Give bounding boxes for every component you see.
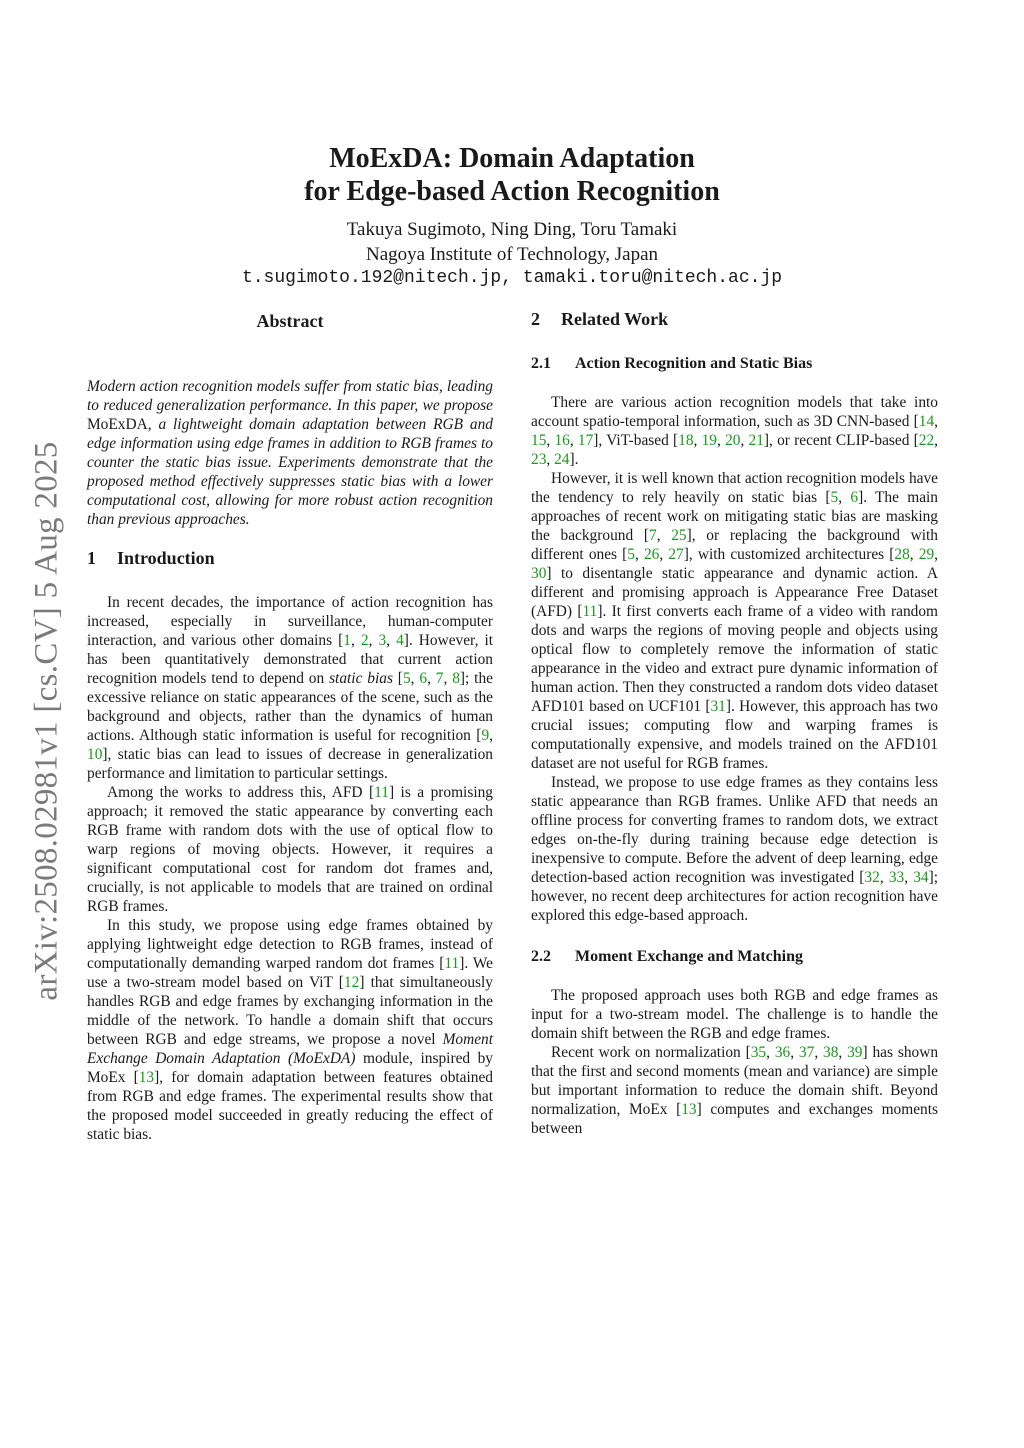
- citation-link[interactable]: 33: [888, 869, 905, 886]
- paragraph-text: ,: [410, 670, 420, 687]
- citation-link[interactable]: 9: [481, 727, 490, 744]
- citation-link[interactable]: 28: [894, 546, 910, 563]
- section-number: 2: [531, 309, 540, 329]
- citation-link[interactable]: 20: [725, 432, 741, 449]
- paragraph-text: ,: [909, 546, 919, 563]
- paragraph-text: ,: [879, 869, 889, 886]
- paragraph-text: There are various action recognition models that take into account spatio-temporal information, such as 3D CNN-based [: [531, 394, 938, 430]
- citation-link[interactable]: 17: [577, 432, 594, 449]
- citation-link[interactable]: 8: [452, 670, 460, 687]
- paragraph-text: ,: [717, 432, 726, 449]
- paragraph-text: ]. It first converts each frame of a video with random dots and warps the regions of moving people and objects using optical flow to completely remove the information of static appearance in the video and extract pure dynamic information of human action. Then they constructed a random dots video dataset AFD101 based on UCF101 [: [531, 603, 939, 715]
- paragraph-text: ] to disentangle static appearance and dynamic action. A different and promising approach is Appearance Free Dataset (AFD) [: [531, 565, 938, 620]
- abstract-part-2: , a lightweight domain adaptation between RGB and edge information using edge frames in addition to RGB frames to counter the static bias issue. Experiments demonstrate that the proposed method effectively suppresses static bias with a lower computational cost, allowing for more robust action recognition than previous approaches.: [87, 416, 493, 528]
- citation-link[interactable]: 23: [531, 451, 547, 468]
- title-line-2: for Edge-based Action Recognition: [304, 176, 720, 207]
- paragraph-text: ]. The main approaches of recent work on mitigating static bias are masking the background [: [531, 489, 939, 544]
- paragraph-text: ], or replacing the background with different ones [: [531, 527, 938, 563]
- citation-link[interactable]: 13: [681, 1101, 697, 1118]
- citation-link[interactable]: 7: [435, 670, 444, 687]
- paragraph-text: ,: [766, 1044, 775, 1061]
- citation-link[interactable]: 16: [554, 432, 570, 449]
- abstract-part-1: Modern action recognition models suffer from static bias, leading to reduced generalization performance. In this paper, we propose: [87, 378, 493, 414]
- citation-link[interactable]: 5: [627, 546, 635, 563]
- paragraph-text: ,: [443, 670, 453, 687]
- paragraph-text: ,: [814, 1044, 824, 1061]
- citation-link[interactable]: 19: [701, 432, 717, 449]
- paragraph-text: ]. We use a two-stream model based on ViT [: [87, 955, 494, 991]
- paragraph-text: ,: [838, 489, 851, 506]
- paragraph-text: ] computes and exchanges moments between: [531, 1101, 938, 1137]
- paragraph-text: ,: [427, 670, 436, 687]
- section-number: 1: [87, 548, 96, 568]
- paragraph-text: module, inspired by MoEx [: [87, 1050, 494, 1086]
- paragraph-text: ,: [740, 432, 749, 449]
- intro-paragraph-3: [87, 916, 493, 1144]
- intro-paragraph-1: [87, 593, 493, 783]
- paragraph-text: ]; however, no recent deep architectures for action recognition have explored this edge-based approach.: [531, 869, 938, 924]
- citation-link[interactable]: 6: [419, 670, 428, 687]
- citation-link[interactable]: 27: [668, 546, 684, 563]
- section-introduction-heading: [87, 549, 493, 568]
- arxiv-stamp-text: arXiv:2508.02981v1 [cs.CV] 5 Aug 2025: [28, 441, 65, 1001]
- citation-link[interactable]: 22: [918, 432, 935, 449]
- subsection-title: Moment Exchange and Matching: [575, 948, 803, 965]
- paragraph-text: ,: [934, 546, 939, 563]
- citation-link[interactable]: 30: [531, 565, 547, 582]
- right-column: [531, 310, 938, 1138]
- subsection-title: Action Recognition and Static Bias: [575, 355, 813, 372]
- citation-link[interactable]: 7: [648, 527, 657, 544]
- paragraph-text: ,: [656, 527, 672, 544]
- paragraph-text: ] has shown that the first and second moments (mean and variance) are simple but important information to reduce the domain shift. Beyond normalization, MoEx [: [531, 1044, 939, 1118]
- citation-link[interactable]: 5: [830, 489, 839, 506]
- section-title: Related Work: [561, 309, 669, 329]
- paragraph-text: ,: [635, 546, 644, 563]
- related-paragraph-2: [531, 469, 938, 773]
- emphasized-text: Moment Exchange Domain Adaptation (MoExDA): [87, 1031, 493, 1067]
- subsection-number: 2.2: [531, 948, 551, 965]
- paper-header: [0, 142, 1024, 290]
- citation-link[interactable]: 38: [823, 1044, 839, 1061]
- citation-link[interactable]: 18: [678, 432, 694, 449]
- paragraph-text: ,: [368, 632, 379, 649]
- citation-link[interactable]: 3: [378, 632, 387, 649]
- paragraph-text: ,: [386, 632, 397, 649]
- subsection-moment-heading: [531, 947, 938, 966]
- citation-link[interactable]: 37: [798, 1044, 815, 1061]
- title-line-1: MoExDA: Domain Adaptation: [329, 143, 695, 174]
- emphasized-text: static bias: [329, 670, 393, 687]
- citation-link[interactable]: 6: [850, 489, 859, 506]
- affiliation: Nagoya Institute of Technology, Japan: [365, 244, 659, 265]
- intro-paragraph-2: [87, 783, 493, 916]
- paragraph-text: ,: [934, 413, 938, 430]
- citation-link[interactable]: 21: [748, 432, 764, 449]
- citation-link[interactable]: 11: [374, 784, 389, 801]
- citation-link[interactable]: 25: [671, 527, 687, 544]
- related-paragraph-3: [531, 773, 938, 925]
- abstract-heading: Abstract: [256, 311, 324, 331]
- paragraph-text: Recent work on normalization [: [551, 1044, 751, 1061]
- paragraph-text: ].: [569, 451, 579, 468]
- authors: Takuya Sugimoto, Ning Ding, Toru Tamaki: [346, 219, 678, 240]
- citation-link[interactable]: 13: [138, 1069, 155, 1086]
- paragraph-text: ]; the excessive reliance on static appearances of the scene, such as the background and objects, rather than the dynamics of human actions. Although static information is useful for recognition [: [87, 670, 493, 744]
- citation-link[interactable]: 10: [87, 746, 103, 763]
- emails: t.sugimoto.192@nitech.jp, tamaki.toru@nitech.ac.jp: [241, 268, 783, 288]
- paragraph-text: ,: [546, 451, 555, 468]
- paragraph-text: Instead, we propose to use edge frames as they contains less static appearance than RGB frames. Unlike AFD that needs an offline process for converting frames to random dots, we extract edges on-the-fly during training because edge detection is inexpensive to compute. Before the advent of deep learning, edge detection-based action recognition was investigated [: [531, 774, 938, 886]
- citation-link[interactable]: 26: [643, 546, 660, 563]
- paragraph-text: ,: [790, 1044, 799, 1061]
- citation-link[interactable]: 35: [750, 1044, 767, 1061]
- citation-link[interactable]: 5: [402, 670, 411, 687]
- paper-title: [0, 142, 1024, 208]
- section-title: Introduction: [117, 548, 215, 568]
- paragraph-text: ,: [659, 546, 669, 563]
- paragraph-text: ], for domain adaptation between features obtained from RGB and edge frames. The experimental results show that the proposed model succeeded in greatly reducing the effect of static bias.: [87, 1069, 494, 1143]
- subsection-number: 2.1: [531, 355, 551, 372]
- paragraph-text: ] is a promising approach; it removed the static appearance by converting each RGB frame with random dots with the use of optical flow to warp regions of moving objects. However, it requires a significant computational cost for random dot frames and, crucially, is not applicable to models that are trained on ordinal RGB frames.: [87, 784, 493, 915]
- citation-link[interactable]: 29: [918, 546, 935, 563]
- related-paragraph-1: [531, 393, 938, 469]
- paragraph-text: ], static bias can lead to issues of decrease in generalization performance and limitation to particular settings.: [87, 746, 493, 782]
- paragraph-text: However, it is well known that action recognition models have the tendency to rely heavily on static bias [: [531, 470, 938, 506]
- paragraph-text: ,: [546, 432, 555, 449]
- citation-link[interactable]: 12: [343, 974, 360, 991]
- spacer: [531, 925, 938, 947]
- paragraph-text: ,: [693, 432, 702, 449]
- paragraph-text: ,: [350, 632, 361, 649]
- subsection-static-bias-heading: [531, 354, 938, 373]
- paragraph-text: ,: [838, 1044, 848, 1061]
- abstract-text: [87, 377, 493, 529]
- paragraph-text: ], with customized architectures [: [683, 546, 895, 563]
- paragraph-text: In recent decades, the importance of action recognition has increased, especially in surveillance, human-computer interaction, and various other domains [: [87, 594, 493, 649]
- citation-link[interactable]: 1: [343, 632, 351, 649]
- paragraph-text: ,: [569, 432, 578, 449]
- paragraph-text: Among the works to address this, AFD [: [107, 784, 375, 801]
- abstract-method-name: MoExDA: [87, 416, 148, 433]
- citation-link[interactable]: 11: [582, 603, 598, 620]
- citation-link[interactable]: 36: [774, 1044, 791, 1061]
- paragraph-text: ], or recent CLIP-based [: [763, 432, 919, 449]
- citation-link[interactable]: 32: [864, 869, 880, 886]
- paragraph-text: ,: [489, 727, 493, 744]
- citation-link[interactable]: 2: [360, 632, 369, 649]
- moment-paragraph-2: [531, 1043, 938, 1138]
- paragraph-text: ] that simultaneously handles RGB and edge frames by exchanging information in the middle of the network. To handle a domain shift that occurs between RGB and edge streams, we propose a novel: [87, 974, 493, 1048]
- paragraph-text: ]. However, this approach has two crucial issues; computing flow and warping frames is computationally expensive, and models trained on the AFD101 dataset are not useful for RGB frames.: [531, 698, 938, 772]
- paragraph-text: ,: [934, 432, 939, 449]
- moment-paragraph-1: [531, 986, 938, 1043]
- citation-link[interactable]: 31: [710, 698, 726, 715]
- paragraph-text: In this study, we propose using edge frames obtained by applying lightweight edge detection to RGB frames, instead of computationally demanding warped random dot frames [: [87, 917, 493, 972]
- citation-link[interactable]: 4: [396, 632, 404, 649]
- paragraph-text: ]. However, it has been quantitatively demonstrated that current action recognition models tend to depend on: [87, 632, 494, 687]
- citation-link[interactable]: 14: [918, 413, 935, 430]
- citation-link[interactable]: 15: [531, 432, 547, 449]
- section-related-work-heading: [531, 310, 938, 329]
- citation-link[interactable]: 11: [444, 955, 460, 972]
- citation-link[interactable]: 34: [913, 869, 929, 886]
- citation-link[interactable]: 39: [847, 1044, 863, 1061]
- citation-link[interactable]: 24: [554, 451, 570, 468]
- paragraph-text: [: [392, 670, 403, 687]
- paragraph-text: The proposed approach uses both RGB and edge frames as input for a two-stream model. The challenge is to handle the domain shift between the RGB and edge frames.: [531, 987, 938, 1042]
- left-column: [87, 310, 493, 1144]
- paragraph-text: ], ViT-based [: [593, 432, 679, 449]
- paragraph-text: ,: [904, 869, 914, 886]
